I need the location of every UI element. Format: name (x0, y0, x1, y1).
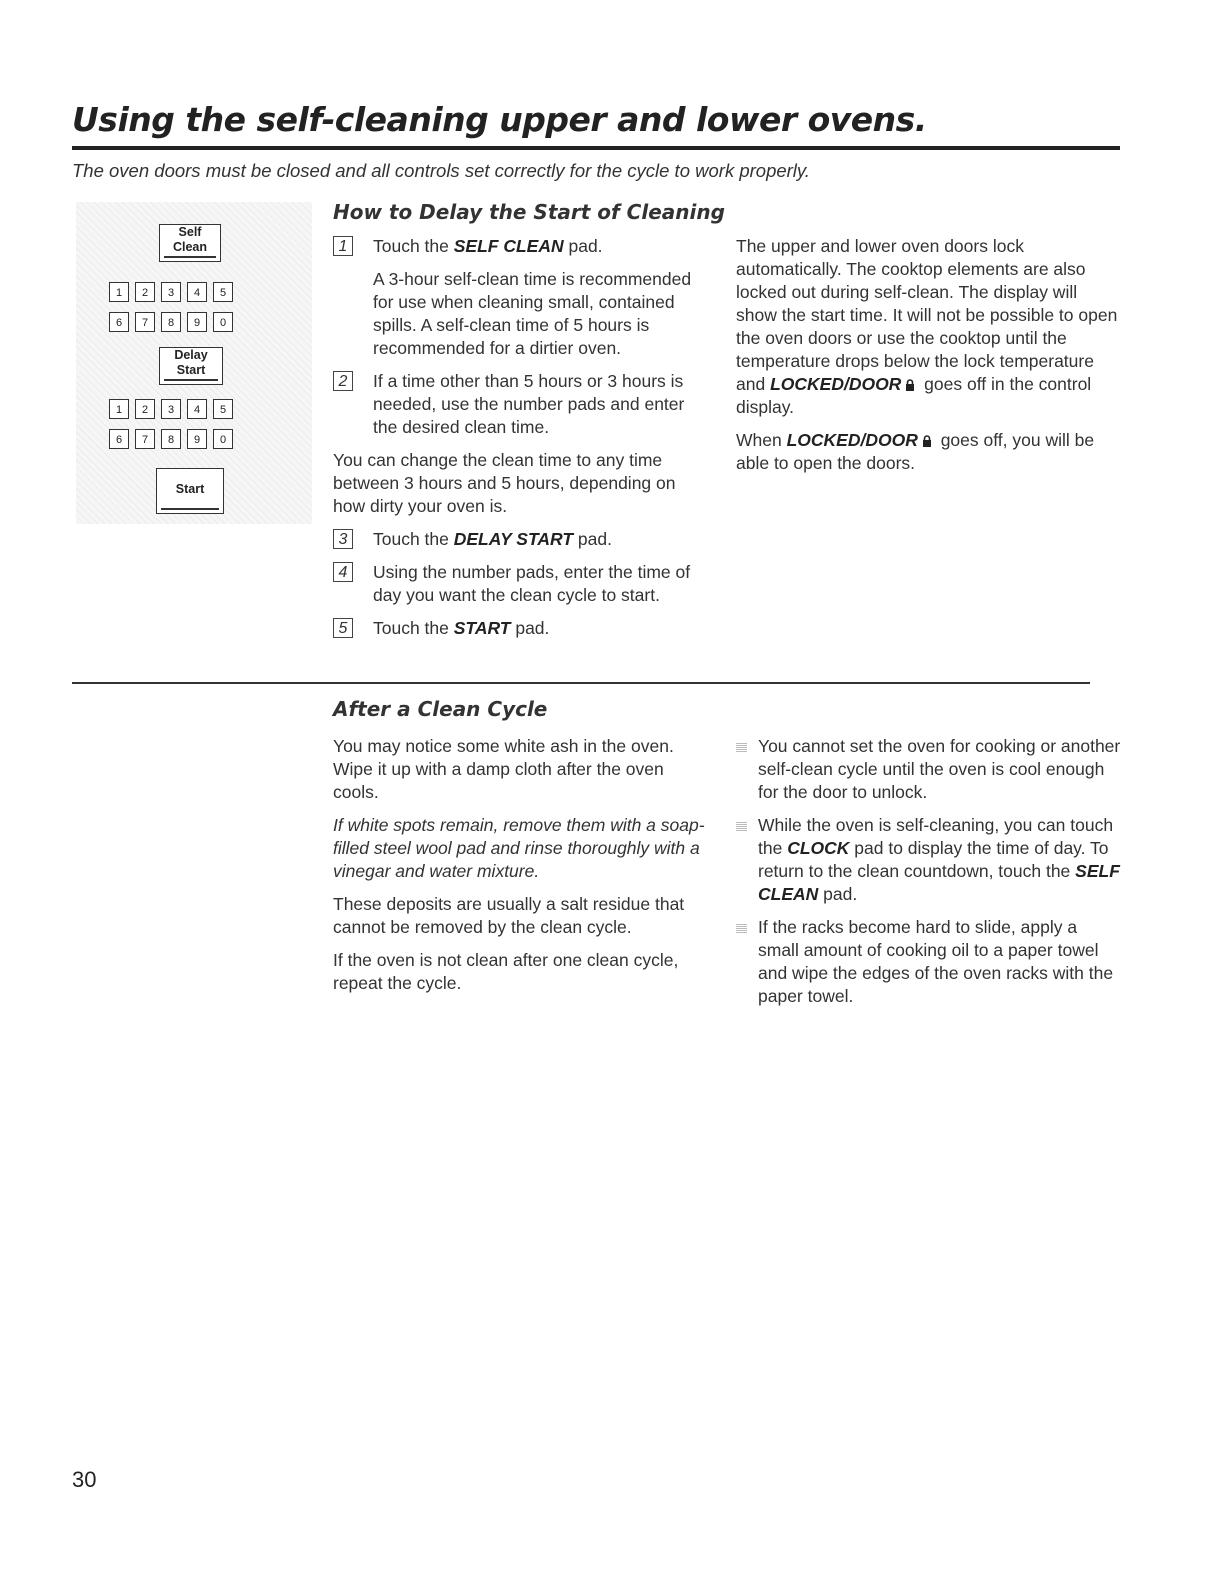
bullet-text: While the oven is self-cleaning, you can touch the (758, 815, 1114, 858)
start-pad-label: Start (175, 482, 205, 496)
number-pad: 6 (109, 312, 129, 332)
number-pad: 7 (135, 312, 155, 332)
locked-door-indicator-ref: LOCKED/DOOR (770, 374, 902, 394)
number-pad: 8 (161, 312, 181, 332)
lock-text: The upper and lower oven doors lock automatically. The cooktop elements are also locked out during self-clean. The display will show the start time. It will not be possible to open the oven doors or use the cooktop until the temperature drops below the lock temperature and (736, 236, 1118, 394)
step-4 (333, 561, 708, 607)
unlock-text: goes off, you will be able to open the doors. (736, 430, 1095, 473)
unlock-text: When (736, 430, 787, 450)
after-left-column (333, 735, 708, 1005)
lock-text: goes off in the control display. (736, 374, 1092, 417)
white-spots-paragraph: If white spots remain, remove them with a soap-filled steel wool pad and rinse thoroughly with a vinegar and water mixture. (333, 815, 705, 881)
self-clean-pad-line1: Self (178, 225, 202, 239)
bullet-item (736, 814, 1121, 906)
self-clean-pad-line2: Clean (172, 240, 208, 254)
number-pad: 1 (109, 399, 129, 419)
page-number: 30 (72, 1467, 97, 1492)
step-text: pad. (510, 618, 550, 638)
bullet-text: You cannot set the oven for cooking or another self-clean cycle until the oven is cool enough for the door to unlock. (758, 736, 1121, 802)
step-text: Using the number pads, enter the time of day you want the clean cycle to start. (373, 562, 691, 605)
lock-info-column (736, 235, 1121, 485)
step-5 (333, 617, 708, 640)
delay-section-heading: How to Delay the Start of Cleaning (333, 200, 725, 224)
step-text: If a time other than 5 hours or 3 hours is needed, use the number pads and enter the desired clean time. (373, 371, 685, 437)
number-pad: 2 (135, 399, 155, 419)
number-pad: 5 (213, 282, 233, 302)
step-1-detail: A 3-hour self-clean time is recommended for use when cleaning small, contained spills. A self-clean time of 5 hours is recommended for a dirtier oven. (373, 269, 692, 358)
bullet-item (736, 916, 1121, 1008)
number-pad: 3 (161, 282, 181, 302)
bullet-icon (736, 924, 747, 933)
delay-steps-column (333, 235, 708, 650)
step-number-box: 2 (333, 371, 353, 391)
title-rule (72, 146, 1120, 150)
step-2 (333, 370, 708, 439)
number-pad-row (109, 429, 233, 449)
ash-paragraph: You may notice some white ash in the oven. Wipe it up with a damp cloth after the oven cools. (333, 736, 674, 802)
step-1 (333, 235, 708, 258)
number-pad: 0 (213, 312, 233, 332)
step-text: Touch the (373, 529, 454, 549)
start-pad-ref: START (453, 618, 511, 638)
step-number-box: 1 (333, 236, 353, 256)
number-pad-row (109, 312, 233, 332)
lock-paragraph (736, 235, 1121, 419)
delay-start-pad (159, 347, 223, 385)
number-pad-row (109, 399, 233, 419)
step-text: pad. (563, 236, 603, 256)
bullet-text: pad to display the time of day. To return to the clean countdown, touch the (758, 838, 1109, 881)
number-pad: 3 (161, 399, 181, 419)
number-pad-row (109, 282, 233, 302)
step-number-box: 3 (333, 529, 353, 549)
clock-pad-ref: CLOCK (787, 838, 850, 858)
delay-start-pad-line1: Delay (174, 348, 208, 362)
number-pad: 9 (187, 312, 207, 332)
keypad-illustration (76, 202, 312, 524)
number-pad: 2 (135, 282, 155, 302)
self-clean-pad (159, 224, 221, 262)
unlock-paragraph (736, 429, 1121, 475)
locked-door-indicator-ref: LOCKED/DOOR (786, 430, 918, 450)
number-pad: 8 (161, 429, 181, 449)
step-3 (333, 528, 708, 551)
bullet-text: pad. (818, 884, 858, 904)
start-pad (156, 468, 224, 514)
number-pad: 7 (135, 429, 155, 449)
page-subtitle: The oven doors must be closed and all controls set correctly for the cycle to work properly. (72, 160, 810, 181)
step-text: Touch the (373, 618, 454, 638)
page-title: Using the self-cleaning upper and lower ovens. (72, 100, 927, 139)
lock-icon (905, 379, 915, 391)
section-divider (72, 682, 1090, 684)
number-pad: 0 (213, 429, 233, 449)
self-clean-pad-ref: SELF CLEAN (758, 861, 1120, 904)
step-number-box: 5 (333, 618, 353, 638)
bullet-item (736, 735, 1121, 804)
after-right-column (736, 735, 1121, 1018)
number-pad: 6 (109, 429, 129, 449)
repeat-paragraph: If the oven is not clean after one clean cycle, repeat the cycle. (333, 950, 679, 993)
number-pad: 5 (213, 399, 233, 419)
after-section-heading: After a Clean Cycle (333, 697, 548, 721)
number-pad: 4 (187, 399, 207, 419)
step-number-box: 4 (333, 562, 353, 582)
number-pad: 1 (109, 282, 129, 302)
change-time-note: You can change the clean time to any time between 3 hours and 5 hours, depending on how dirty your oven is. (333, 450, 676, 516)
self-clean-pad-ref: SELF CLEAN (453, 236, 564, 256)
bullet-icon (736, 822, 747, 831)
number-pad: 9 (187, 429, 207, 449)
deposits-paragraph: These deposits are usually a salt residue that cannot be removed by the clean cycle. (333, 894, 685, 937)
step-text: Touch the (373, 236, 454, 256)
lock-icon (922, 435, 932, 447)
delay-start-pad-line2: Start (176, 363, 206, 377)
delay-start-pad-ref: DELAY START (453, 529, 574, 549)
bullet-icon (736, 743, 747, 752)
bullet-text: If the racks become hard to slide, apply a small amount of cooking oil to a paper towel and wipe the edges of the oven racks with the paper towel. (758, 917, 1114, 1006)
number-pad: 4 (187, 282, 207, 302)
step-text: pad. (573, 529, 612, 549)
